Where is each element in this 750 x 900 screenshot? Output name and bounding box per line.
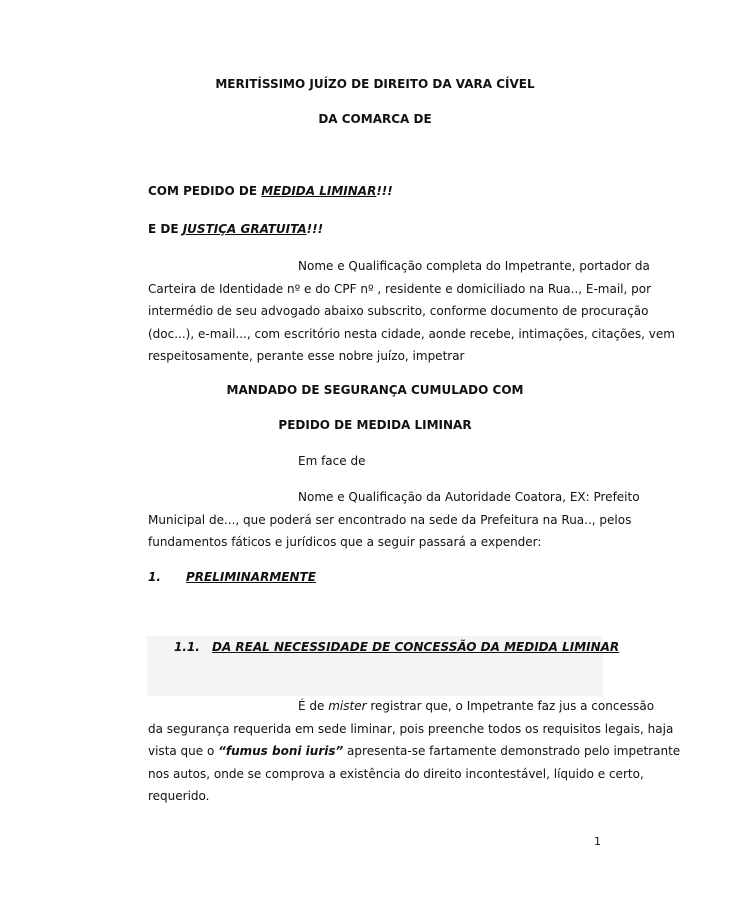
request-justice-prefix: E DE (148, 222, 183, 236)
liminar-line: requerido. (148, 789, 210, 803)
authority-line: Nome e Qualificação da Autoridade Coatora, EX: Prefeito (298, 490, 640, 504)
action-title-line2: PEDIDO DE MEDIDA LIMINAR (278, 418, 472, 432)
action-title-line1: MANDADO DE SEGURANÇA CUMULADO COM (226, 383, 524, 397)
liminar-line (298, 699, 655, 713)
subsection-number: 1.1. (174, 640, 200, 654)
qualification-line: (doc...), e-mail..., com escritório nesta cidade, aonde recebe, intimações, citações, vem (148, 327, 675, 341)
request-liminar-suffix: !!! (376, 184, 393, 198)
liminar-line (148, 744, 681, 758)
qualification-line: Carteira de Identidade nº e do CPF nº , residente e domiciliado na Rua.., E-mail, por (148, 282, 652, 296)
against-label: Em face de (298, 454, 366, 468)
request-liminar (148, 184, 393, 198)
section-number: 1. (148, 570, 161, 584)
authority-line: fundamentos fáticos e jurídicos que a seguir passará a expender: (148, 535, 542, 549)
liminar-line: da segurança requerida em sede liminar, pois preenche todos os requisitos legais, haja (148, 722, 674, 736)
court-header-line2: DA COMARCA DE (318, 112, 432, 126)
liminar-line1-end: registrar que, o Impetrante faz jus a concessão (366, 699, 655, 713)
authority-line: Municipal de..., que poderá ser encontrado na sede da Prefeitura na Rua.., pelos (148, 513, 632, 527)
section-title: PRELIMINARMENTE (186, 570, 316, 584)
request-justice-suffix: !!! (306, 222, 324, 236)
request-liminar-prefix: COM PEDIDO DE (148, 184, 262, 198)
liminar-mister: mister (328, 699, 367, 713)
fumus-boni-iuris: “fumus boni iuris” (218, 744, 344, 758)
qualification-line: intermédio de seu advogado abaixo subscrito, conforme documento de procuração (148, 304, 649, 318)
request-justice-emphasis: JUSTIÇA GRATUITA (182, 222, 307, 236)
request-justice (148, 222, 323, 236)
liminar-line3-start: vista que o (148, 744, 219, 758)
liminar-line1-start: É de (298, 699, 329, 713)
qualification-line: Nome e Qualificação completa do Impetrante, portador da (298, 259, 650, 273)
subsection-title: DA REAL NECESSIDADE DE CONCESSÃO DA MEDIDA LIMINAR (212, 640, 620, 654)
court-header-line1: MERITÍSSIMO JUÍZO DE DIREITO DA VARA CÍVEL (215, 77, 535, 91)
liminar-line3-end: apresenta-se fartamente demonstrado pelo impetrante (343, 744, 681, 758)
page-number: 1 (594, 835, 601, 848)
qualification-line: respeitosamente, perante esse nobre juízo, impetrar (148, 349, 465, 363)
liminar-line: nos autos, onde se comprova a existência do direito incontestável, líquido e certo, (148, 767, 644, 781)
request-liminar-emphasis: MEDIDA LIMINAR (261, 184, 377, 198)
